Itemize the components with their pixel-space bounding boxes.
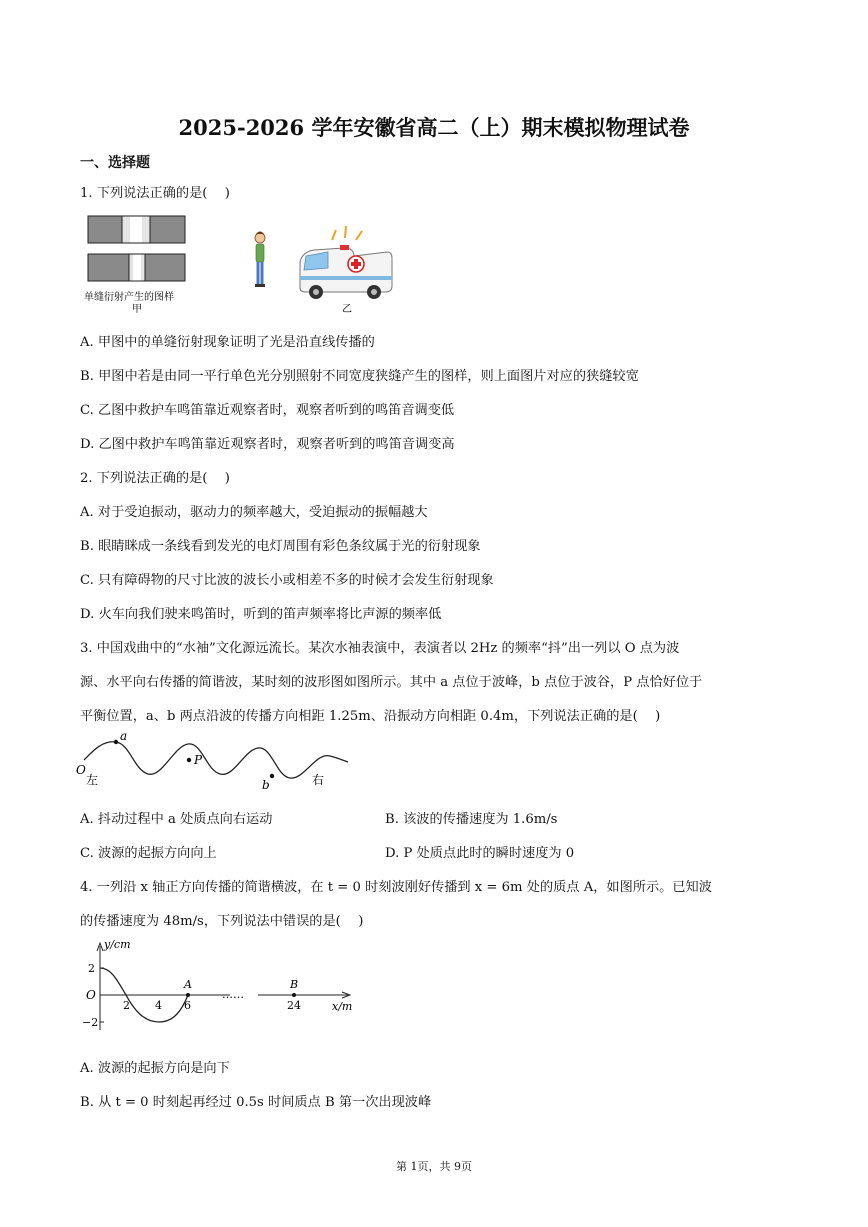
q4-ytick-pos: 2 [88, 962, 95, 975]
q2-option-c: C. 只有障碍物的尺寸比波的波长小或相差不多的时候才会发生衍射现象 [80, 573, 494, 588]
q1-option-b: B. 甲图中若是由同一平行单色光分别照射不同宽度狭缝产生的图样，则上面图片对应的狭缝较宽 [80, 369, 639, 384]
q4-option-a: A. 波源的起振方向是向下 [80, 1061, 230, 1076]
q4-xtick-2: 2 [123, 999, 130, 1012]
q1-option-c: C. 乙图中救护车鸣笛靠近观察者时，观察者听到的鸣笛音调变低 [80, 403, 455, 418]
q3-option-d: D. P 处质点此时的瞬时速度为 0 [385, 846, 575, 861]
q4-stem-line1: 4. 一列沿 x 轴正方向传播的简谐横波，在 t = 0 时刻波刚好传播到 x = 6m 处的质点 A，如图所示。已知波 [80, 880, 712, 895]
q4-ellipsis: …… [222, 988, 244, 1001]
page-title: 2025-2026 学年安徽省高二（上）期末模拟物理试卷 [178, 115, 690, 140]
section-heading: 一、选择题 [80, 155, 150, 171]
q2-option-d: D. 火车向我们驶来鸣笛时，听到的笛声频率将比声源的频率低 [80, 607, 442, 622]
page-footer: 第 1页，共 9页 [396, 1160, 472, 1173]
q1-figure [82, 212, 402, 317]
q4-xlabel: x/m [332, 1000, 353, 1013]
q3-stem-line3: 平衡位置，a、b 两点沿波的传播方向相距 1.25m、沿振动方向相距 0.4m，下列说法正确的是( ) [80, 709, 661, 724]
q3-point-p [187, 758, 191, 762]
q4-label-b: B [290, 978, 299, 991]
diffraction-pattern-top [88, 216, 185, 243]
q3-wave-curve [84, 742, 348, 778]
q4-ylabel: y/cm [104, 938, 131, 951]
q3-label-a: a [120, 730, 128, 743]
diffraction-pattern-bottom [88, 254, 185, 281]
q3-label-left: 左 [86, 773, 99, 787]
q4-origin-label: O [86, 988, 96, 1002]
fig-label-jia: 甲 [132, 304, 142, 315]
fig-caption-jia: 单缝衍射产生的图样 [84, 292, 174, 303]
q3-label-p: P [194, 753, 203, 767]
q3-stem-line1: 3. 中国戏曲中的“水袖”文化源远流长。某次水袖表演中，表演者以 2Hz 的频率“抖”出一列以 O 点为波 [80, 641, 680, 656]
q2-option-b: B. 眼睛眯成一条线看到发光的电灯周围有彩色条纹属于光的衍射现象 [80, 539, 481, 554]
q3-option-b: B. 该波的传播速度为 1.6m/s [385, 812, 558, 827]
q4-option-b: B. 从 t = 0 时刻起再经过 0.5s 时间质点 B 第一次出现波峰 [80, 1095, 432, 1110]
q4-point-a [186, 993, 190, 997]
q2-stem: 2. 下列说法正确的是( ) [80, 471, 230, 486]
q4-xtick-4: 4 [155, 999, 162, 1012]
q3-option-c: C. 波源的起振方向向上 [80, 846, 217, 861]
q4-xtick-24: 24 [287, 999, 301, 1012]
fig-label-yi: 乙 [342, 304, 352, 315]
q3-point-b [270, 774, 274, 778]
q3-option-a: A. 抖动过程中 a 处质点向右运动 [80, 812, 273, 827]
q4-point-b [292, 993, 296, 997]
q3-label-b: b [262, 778, 270, 790]
q3-stem-line2: 源、水平向右传播的简谐波，某时刻的波形图如图所示。其中 a 点位于波峰，b 点位于波谷，P 点恰好位于 [80, 675, 703, 690]
q3-point-a [114, 740, 118, 744]
observer-person-icon [255, 232, 265, 288]
q1-stem: 1. 下列说法正确的是( ) [80, 186, 230, 201]
q3-wave-figure [76, 730, 351, 790]
q2-option-a: A. 对于受迫振动，驱动力的频率越大，受迫振动的振幅越大 [80, 505, 428, 520]
ambulance-icon [300, 226, 392, 299]
q1-option-a: A. 甲图中的单缝衍射现象证明了光是沿直线传播的 [80, 335, 375, 350]
q4-stem-line2: 的传播速度为 48m/s，下列说法中错误的是( ) [80, 914, 364, 929]
q4-label-a: A [184, 978, 192, 991]
q1-option-d: D. 乙图中救护车鸣笛靠近观察者时，观察者听到的鸣笛音调变高 [80, 437, 455, 452]
q4-xtick-6: 6 [184, 999, 191, 1012]
q3-label-o: O [76, 763, 86, 777]
q4-ytick-neg: −2 [82, 1016, 99, 1029]
q4-wave-figure [80, 938, 370, 1038]
q3-label-right: 右 [312, 773, 325, 787]
